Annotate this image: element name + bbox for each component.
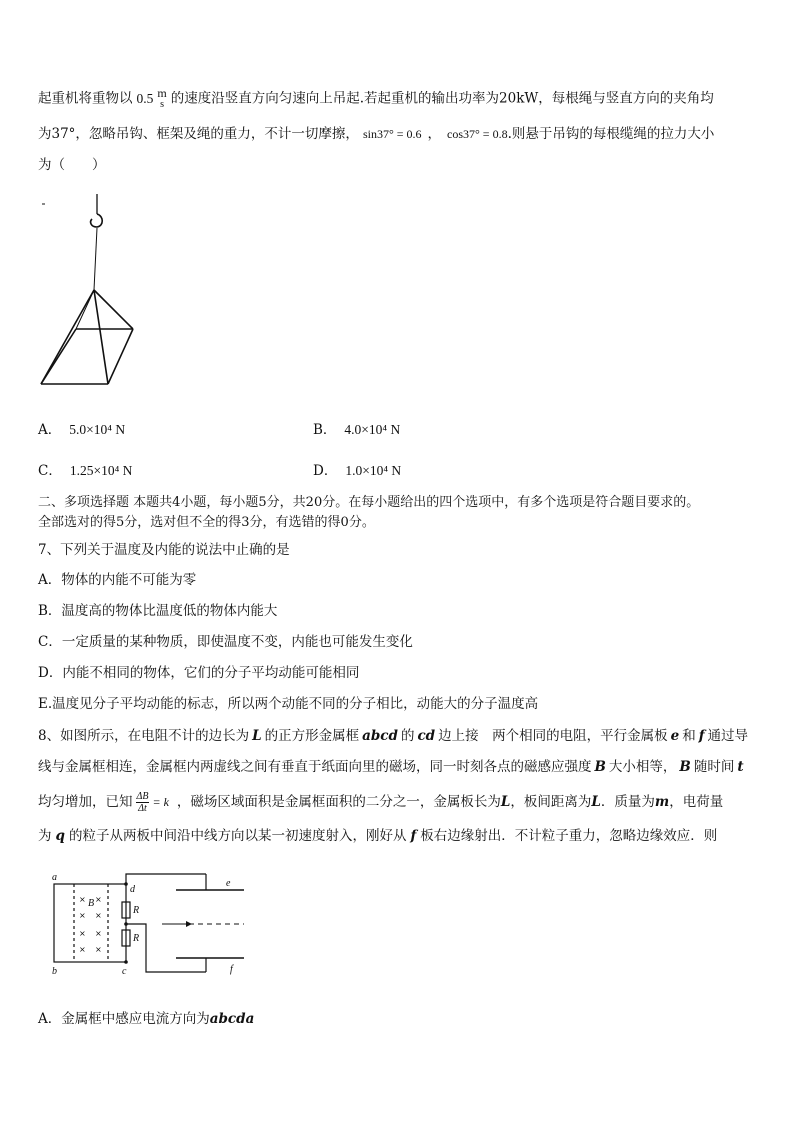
- frame-edge: [41, 329, 76, 384]
- field-x-mark: ×: [79, 945, 86, 954]
- q7-option-c[interactable]: C．一定质量的某种物质，即使温度不变，内能也可能发生变化: [38, 634, 413, 650]
- q7-option-e[interactable]: E.温度见分子平均动能的标志，所以两个动能不同的分子相比，动能大的分子温度高: [38, 696, 539, 712]
- q7-option-d[interactable]: D．内能不相同的物体，它们的分子平均动能可能相同: [38, 665, 360, 681]
- q8-option-a[interactable]: [38, 1009, 254, 1029]
- q6-figure: [36, 192, 136, 392]
- q8-text: 板右边缘射出．不计粒子重力，忽略边缘效应．则: [420, 828, 718, 844]
- option-text: A．金属框中感应电流方向为: [38, 1011, 210, 1027]
- var-L: L: [591, 794, 601, 810]
- q6-option-b[interactable]: [313, 420, 400, 440]
- q8-text: ．质量为: [600, 794, 655, 810]
- q8-line1: [38, 726, 748, 746]
- q8-line2: [38, 757, 744, 777]
- field-x-mark: ×: [95, 945, 102, 954]
- frame-edge: [41, 290, 94, 384]
- var-L: L: [252, 728, 262, 744]
- field-x-mark: ×: [95, 911, 102, 920]
- q6-option-d[interactable]: [313, 461, 401, 481]
- section2-line2: 全部选对的得5分，选对但不全的得3分，有选错的得0分。: [38, 515, 375, 530]
- option-label: A．: [38, 422, 62, 438]
- frame-edge: [108, 329, 133, 384]
- eq-k: = k: [152, 795, 169, 809]
- q8-text: 和: [682, 728, 696, 744]
- option-text: 1.0×10⁴ N: [345, 463, 402, 478]
- frame-edge: [94, 290, 108, 384]
- field-x-mark: ×: [79, 911, 86, 920]
- q8-text: 通过导: [707, 728, 749, 744]
- q8-text: 边上接 两个相同的电阻，平行金属板: [438, 728, 668, 744]
- q8-circuit-figure: [46, 868, 256, 978]
- q6-stem-line1: [38, 88, 714, 110]
- var-L: L: [500, 794, 511, 810]
- q8-text: 线与金属框相连，金属框内两虚线之间有垂直于纸面向里的磁场，同一时刻各点的磁感应强度: [38, 759, 592, 775]
- field-x-mark: ×: [79, 895, 86, 904]
- option-text: 1.25×10⁴ N: [69, 463, 133, 478]
- var-B: B: [594, 759, 606, 775]
- label-B: B: [88, 898, 95, 909]
- var-m: m: [654, 794, 670, 810]
- q8-text: 的: [400, 728, 415, 744]
- node-dot: [124, 922, 128, 926]
- q8-text: 为: [38, 828, 52, 844]
- var-q: q: [55, 828, 65, 844]
- q6-stem-text: 的速度沿竖直方向匀速向上吊起.若起重机的输出功率为20kW，每根绳与竖直方向的夹角均: [170, 90, 714, 107]
- q8-line3: [38, 791, 723, 814]
- q7-stem: 7、下列关于温度及内能的说法中止确的是: [38, 542, 290, 558]
- dB-dt-fraction: [136, 791, 150, 814]
- label-b: b: [52, 966, 57, 977]
- q8-text: 8、如图所示，在电阻不计的边长为: [38, 728, 250, 744]
- field-x-mark: ×: [95, 895, 102, 904]
- q7-option-b[interactable]: B．温度高的物体比温度低的物体内能大: [38, 603, 278, 619]
- q8-text: 随时间: [693, 759, 735, 775]
- label-e: e: [226, 878, 231, 889]
- node-dot: [124, 960, 128, 964]
- label-R2: R: [133, 933, 140, 944]
- field-x-mark: ×: [79, 929, 86, 938]
- q8-text: ，板间距离为: [510, 794, 592, 810]
- speed-unit: [156, 88, 167, 110]
- option-text: 5.0×10⁴ N: [69, 422, 126, 437]
- speed-unit-num: m: [157, 86, 167, 100]
- var-cd: cd: [417, 728, 436, 744]
- q7-option-a[interactable]: A．物体的内能不可能为零: [38, 572, 197, 588]
- speed-value: 0.5: [136, 90, 154, 106]
- speed-unit-den: s: [160, 99, 164, 110]
- q8-text: ，电荷量: [669, 794, 724, 810]
- q6-stem-text: 为37°，忽略吊钩、框架及绳的重力，不计一切摩擦，: [38, 126, 359, 142]
- hook-cable: [94, 228, 97, 290]
- label-R1: R: [133, 905, 140, 916]
- q8-text: 大小相等，: [608, 759, 677, 775]
- label-d: d: [130, 884, 135, 895]
- var-f: f: [698, 728, 705, 744]
- label-f: f: [230, 964, 233, 975]
- option-label: D．: [313, 463, 338, 479]
- q6-stem-text: 起重机将重物以: [38, 90, 133, 107]
- var-B: B: [679, 759, 691, 775]
- q6-stem-text: .则悬于吊钩的每根缆绳的拉力大小: [507, 126, 715, 142]
- metal-frame: [54, 884, 126, 962]
- fraction-numerator: ΔB: [136, 791, 149, 802]
- frame-edge: [94, 290, 133, 329]
- label-c: c: [122, 966, 127, 977]
- q6-option-a[interactable]: [38, 420, 125, 440]
- option-label: B．: [313, 422, 337, 438]
- q8-text: ，磁场区域面积是金属框面积的二分之一，金属板长为: [176, 794, 501, 810]
- q8-text: 均匀增加，已知: [38, 794, 133, 810]
- var-abcd: abcd: [362, 728, 398, 744]
- cos37: cos37° = 0.8: [447, 127, 508, 141]
- var-e: e: [670, 728, 680, 744]
- q6-stem-sep: ，: [427, 126, 442, 142]
- frame-edge: [76, 290, 94, 329]
- section2-line1: 二、多项选择题 本题共4小题，每小题5分，共20分。在每小题给出的四个选项中，有多个选项是符合题目要求的。: [38, 495, 700, 510]
- var-abcda: abcda: [209, 1011, 255, 1027]
- q6-stem-line2: [38, 124, 714, 144]
- var-f: f: [410, 828, 417, 844]
- wire-to-plate-e: [126, 874, 206, 884]
- hook-icon: [91, 214, 103, 227]
- q8-text: 的正方形金属框: [264, 728, 360, 744]
- label-a: a: [52, 872, 57, 883]
- option-text: 4.0×10⁴ N: [344, 422, 401, 437]
- wire-to-plate-f: [126, 924, 206, 972]
- sin37: sin37° = 0.6: [362, 127, 422, 141]
- q6-option-c[interactable]: [38, 461, 132, 481]
- q8-text: 的粒子从两板中间沿中线方向以某一初速度射入，刚好从: [68, 828, 407, 844]
- node-dot: [124, 882, 128, 886]
- option-label: C．: [38, 463, 62, 479]
- arrow-head-icon: [186, 921, 192, 927]
- var-t: t: [737, 759, 744, 775]
- field-x-mark: ×: [95, 929, 102, 938]
- q8-line4: [38, 826, 717, 846]
- q6-stem-line3: 为（ ）: [38, 157, 106, 173]
- fraction-denominator: Δt: [138, 803, 147, 814]
